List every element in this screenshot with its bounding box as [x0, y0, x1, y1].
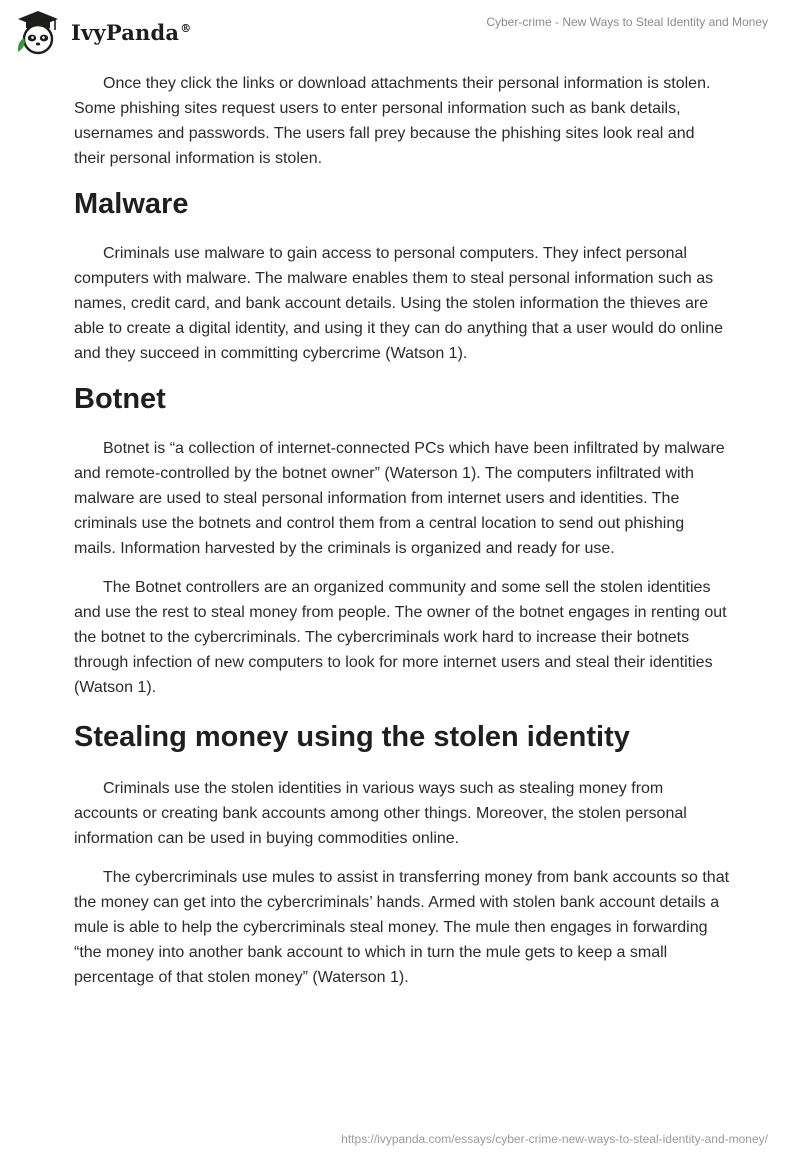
paragraph: The cybercriminals use mules to assist in transferring money from bank accounts so that the money can get into the cybercriminals’ hands. Armed with stolen bank account details a mule is able to help the cybercriminals steal money. The mule then engages in forwarding “the money into another bank account to which in turn the mule gets to keep a small percentage of that stolen money” (Waterson 1).: [74, 869, 730, 986]
paragraph: Criminals use malware to gain access to personal computers. They infect personal computers with malware. The malware enables them to steal personal information such as names, credit card, and bank account details. Using the stolen information the thieves are able to create a digital identity, and using it they can do anything that a user would do online and they succeed in committing cybercrime (Watson 1).: [74, 245, 724, 362]
paragraph: Criminals use the stolen identities in various ways such as stealing money from accounts or creating bank accounts among other things. Moreover, the stolen personal information can be used in buying commodities online.: [74, 780, 687, 847]
page-header: [0, 0, 800, 60]
paragraph: Once they click the links or download attachments their personal information is stolen. Some phishing sites request users to enter personal information such as bank details, usernames and passwords. The users fall prey because the phishing sites look real and their personal information is stolen.: [74, 75, 711, 167]
brand-name: IvyPanda®: [71, 19, 192, 45]
document-title: Cyber-crime - New Ways to Steal Identity and Money: [486, 15, 768, 29]
section-heading-botnet: Botnet: [74, 383, 166, 415]
brand-logo[interactable]: [14, 8, 191, 56]
essay-body: [74, 71, 730, 1004]
paragraph: The Botnet controllers are an organized community and some sell the stolen identities and use the rest to steal money from people. The owner of the botnet engages in renting out the botnet to the cybercriminals. The cybercriminals work hard to increase their botnets through infection of new computers to look for more internet users and steal their identities (Watson 1).: [74, 579, 727, 696]
panda-logo-icon: [14, 8, 62, 56]
source-url-link[interactable]: https://ivypanda.com/essays/cyber-crime-new-ways-to-steal-identity-and-money/: [341, 1132, 768, 1146]
paragraph: Botnet is “a collection of internet-connected PCs which have been infiltrated by malware and remote-controlled by the botnet owner” (Waterson 1). The computers infiltrated with malware are used to steal personal information from internet users and identities. The criminals use the botnets and control them from a central location to send out phishing mails. Information harvested by the criminals is organized and ready for use.: [74, 440, 725, 557]
section-heading-malware: Malware: [74, 188, 189, 220]
section-heading-stealing-money: Stealing money using the stolen identity: [74, 721, 630, 753]
